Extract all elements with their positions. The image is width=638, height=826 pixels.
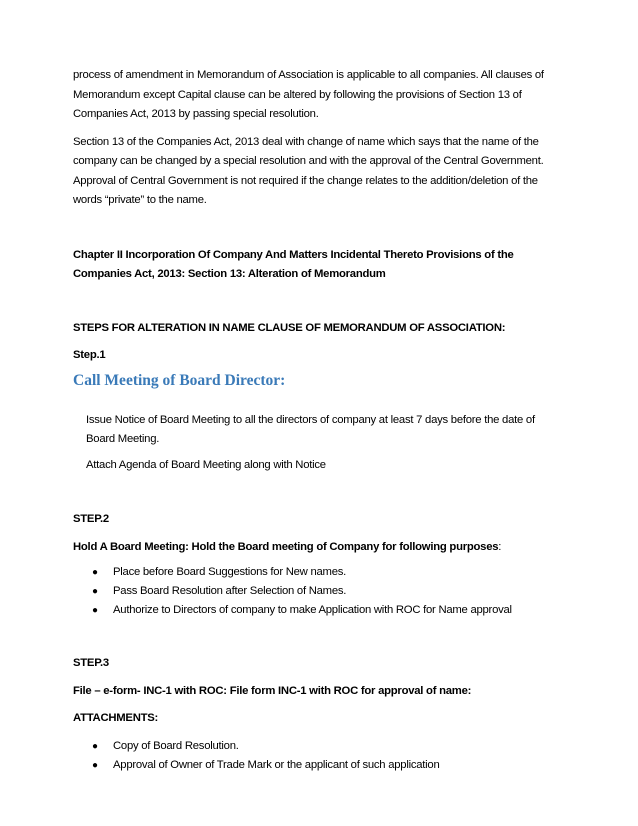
step3-heading: File – e-form- INC-1 with ROC: File form INC-1 with ROC for approval of name: [73, 684, 472, 697]
bullet-icon: ● [92, 605, 98, 616]
steps-heading: STEPS FOR ALTERATION IN NAME CLAUSE OF MEMORANDUM OF ASSOCIATION: [73, 321, 506, 334]
step2-heading: Hold A Board Meeting: Hold the Board meeting of Company for following purposes [73, 540, 499, 553]
intro-paragraph-2: Section 13 of the Companies Act, 2013 deal with change of name which says that the name of the company can be changed by a special resolution and with the approval of the Central Government. Approval of Central Government is not required if the change relates to the addition/deletion of the words “private” to the name. [73, 135, 544, 206]
list-item [89, 601, 563, 620]
bullet-icon: ● [92, 759, 98, 771]
step3-bullet-list [73, 737, 563, 775]
step1-line-1: Issue Notice of Board Meeting to all the directors of company at least 7 days before the date of Board Meeting. [86, 413, 535, 445]
list-item [89, 737, 563, 756]
list-item-text: Approval of Owner of Trade Mark or the applicant of such application [113, 758, 440, 771]
step3-label: STEP.3 [73, 657, 109, 669]
list-item [89, 582, 563, 601]
list-item-text: Place before Board Suggestions for New names. [113, 566, 347, 578]
document-page [73, 66, 563, 775]
chapter-heading: Chapter II Incorporation Of Company And Matters Incidental Thereto Provisions of the Companies Act, 2013: Section 13: Alteration of Memorandum [73, 248, 514, 280]
bullet-icon: ● [92, 586, 98, 597]
list-item-text: Authorize to Directors of company to make Application with ROC for Name approval [113, 604, 512, 616]
step2-label: STEP.2 [73, 513, 109, 525]
intro-paragraph-1: process of amendment in Memorandum of Association is applicable to all companies. All clauses of Memorandum except Capital clause can be altered by following the provisions of Section 13 of Companies Act, 2013 by passing special resolution. [73, 69, 544, 120]
bullet-icon: ● [92, 740, 98, 752]
list-item [89, 563, 563, 582]
attachments-label: ATTACHMENTS: [73, 712, 159, 724]
step2-bullet-list [73, 563, 563, 620]
step1-line-2: Attach Agenda of Board Meeting along with Notice [86, 458, 326, 471]
list-item [89, 756, 563, 775]
step1-label: Step.1 [73, 349, 106, 361]
list-item-text: Pass Board Resolution after Selection of Names. [113, 585, 347, 597]
step2-heading-suffix: : [498, 540, 502, 553]
bullet-icon: ● [92, 567, 98, 578]
list-item-text: Copy of Board Resolution. [113, 739, 239, 752]
step2-heading-line [73, 538, 563, 558]
step1-title: Call Meeting of Board Director: [73, 371, 286, 389]
